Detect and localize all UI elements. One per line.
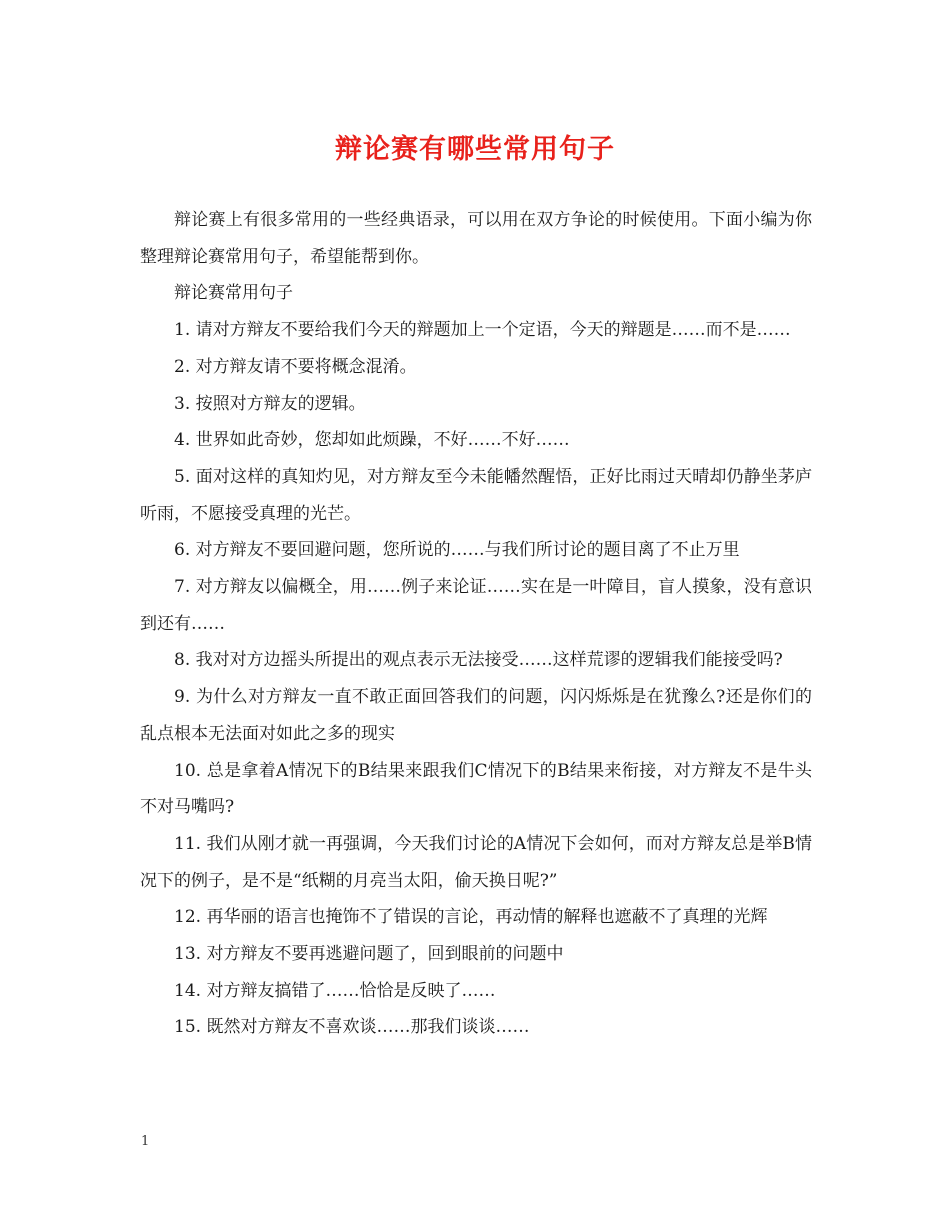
document-body	[140, 202, 812, 1046]
list-item: 1. 请对方辩友不要给我们今天的辩题加上一个定语，今天的辩题是……而不是……	[174, 320, 791, 341]
list-item: 4. 世界如此奇妙，您却如此烦躁，不好……不好……	[174, 430, 570, 451]
list-item: 9. 为什么对方辩友一直不敢正面回答我们的问题，闪闪烁烁是在犹豫么?还是你们的乱点根本无法面对如此之多的现实	[140, 687, 812, 744]
page-number: 1	[141, 1134, 150, 1149]
list-item: 3. 按照对方辩友的逻辑。	[174, 393, 366, 414]
list-item: 12. 再华丽的语言也掩饰不了错误的言论，再动情的解释也遮蔽不了真理的光辉	[174, 907, 768, 928]
intro-paragraph: 辩论赛上有很多常用的一些经典语录，可以用在双方争论的时候使用。下面小编为你整理辩论赛常用句子，希望能帮到你。	[140, 210, 812, 267]
list-item: 2. 对方辩友请不要将概念混淆。	[174, 356, 417, 377]
list-item: 13. 对方辩友不要再逃避问题了，回到眼前的问题中	[174, 944, 564, 965]
list-item: 7. 对方辩友以偏概全，用……例子来论证……实在是一叶障目，盲人摸象，没有意识到还有……	[140, 577, 812, 634]
list-item: 15. 既然对方辩友不喜欢谈……那我们谈谈……	[174, 1017, 530, 1038]
list-item: 14. 对方辩友搞错了……恰恰是反映了……	[174, 980, 496, 1001]
section-heading: 辩论赛常用句子	[174, 283, 293, 304]
list-item: 10. 总是拿着A情况下的B结果来跟我们C情况下的B结果来衔接，对方辩友不是牛头不对马嘴吗?	[140, 760, 812, 818]
document-title: 辩论赛有哪些常用句子	[335, 134, 615, 165]
list-item: 11. 我们从刚才就一再强调，今天我们讨论的A情况下会如何，而对方辩友总是举B情况下的例子，是不是“纸糊的月亮当太阳，偷天换日呢?”	[140, 833, 812, 891]
list-item: 5. 面对这样的真知灼见，对方辩友至今未能幡然醒悟，正好比雨过天晴却仍静坐茅庐听雨，不愿接受真理的光芒。	[140, 466, 812, 524]
list-item: 6. 对方辩友不要回避问题，您所说的……与我们所讨论的题目离了不止万里	[174, 540, 740, 561]
list-item: 8. 我对对方边摇头所提出的观点表示无法接受……这样荒谬的逻辑我们能接受吗?	[174, 650, 783, 671]
